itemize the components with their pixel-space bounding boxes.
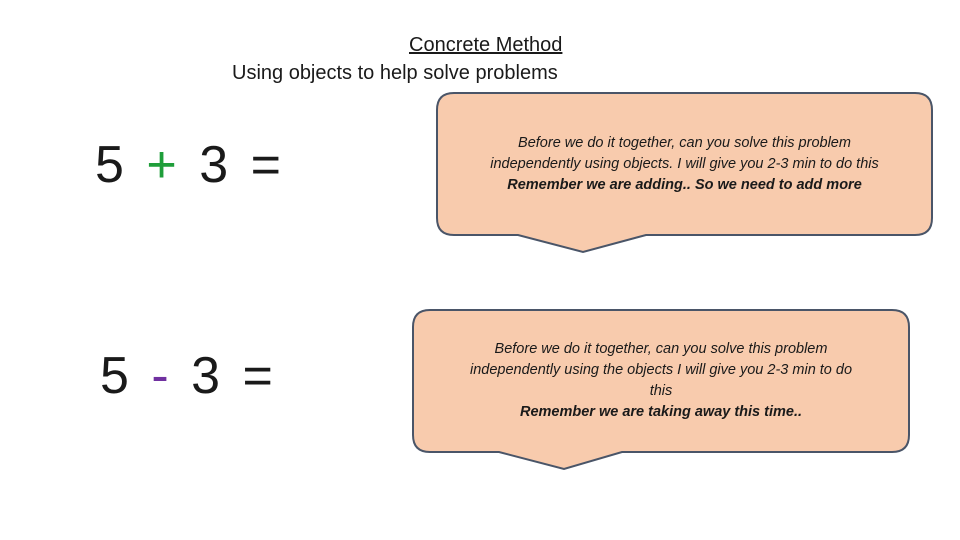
bubble-emphasis: Remember we are taking away this time.. <box>519 404 803 420</box>
addition-equation <box>95 135 285 195</box>
equals-sign: = <box>250 136 285 194</box>
bubble-emphasis: Remember we are adding.. So we need to add more <box>507 177 862 193</box>
bubble-text <box>412 339 910 423</box>
equals-sign: = <box>242 347 277 405</box>
equation-operand: 3 <box>191 347 225 405</box>
page-title: Concrete Method <box>409 34 563 56</box>
bubble-text <box>436 133 933 196</box>
bubble-line: this <box>649 383 673 399</box>
bubble-line: independently using the objects I will give you 2-3 min to do <box>469 362 853 378</box>
speech-bubble-subtraction <box>412 309 910 471</box>
bubble-line: independently using objects. I will give you 2-3 min to do this <box>490 156 879 172</box>
bubble-line: Before we do it together, can you solve this problem <box>494 341 828 357</box>
equation-operand: 5 <box>100 347 133 405</box>
minus-operator: - <box>151 347 173 405</box>
subtraction-equation <box>100 346 277 406</box>
page-subtitle: Using objects to help solve problems <box>232 62 558 84</box>
plus-operator: + <box>146 136 181 194</box>
equation-operand: 5 <box>95 136 128 194</box>
speech-bubble-addition <box>436 92 933 254</box>
equation-operand: 3 <box>199 136 233 194</box>
bubble-line: Before we do it together, can you solve this problem <box>518 135 851 151</box>
